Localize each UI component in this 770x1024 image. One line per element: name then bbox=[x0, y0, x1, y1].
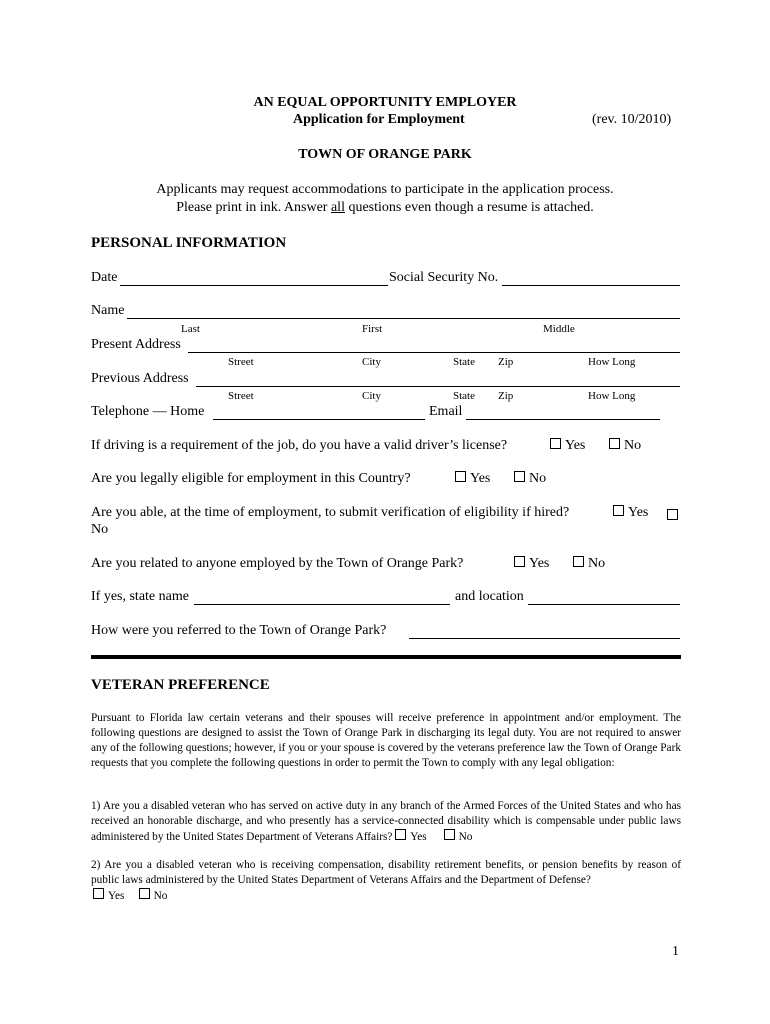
name-field[interactable] bbox=[127, 318, 680, 319]
checkbox-icon[interactable] bbox=[444, 829, 455, 840]
intro-line-1: Applicants may request accommodations to participate in the application process. bbox=[156, 182, 614, 197]
email-field[interactable] bbox=[466, 419, 660, 420]
q-related: Are you related to anyone employed by the Town of Orange Park? bbox=[91, 556, 464, 571]
present-howlong-caption: How Long bbox=[588, 356, 636, 368]
veteran-heading: VETERAN PREFERENCE bbox=[91, 677, 270, 693]
veteran-q1-yes[interactable]: Yes bbox=[395, 831, 426, 843]
q-related-no[interactable]: No bbox=[573, 556, 605, 572]
previous-address-field[interactable] bbox=[196, 386, 680, 387]
ssn-field[interactable] bbox=[502, 285, 680, 286]
q-verification: Are you able, at the time of employment, to submit verification of eligibility if hired? bbox=[91, 505, 570, 520]
employer-heading: AN EQUAL OPPORTUNITY EMPLOYER bbox=[253, 95, 517, 110]
name-middle-caption: Middle bbox=[543, 323, 575, 335]
present-address-label: Present Address bbox=[91, 337, 181, 352]
q-verification-no-label: No bbox=[91, 522, 109, 537]
q-legally-eligible-yes[interactable]: Yes bbox=[455, 471, 490, 487]
present-city-caption: City bbox=[362, 356, 381, 368]
veteran-q2-no[interactable]: No bbox=[139, 890, 168, 902]
related-location-label: and location bbox=[455, 589, 524, 604]
previous-address-label: Previous Address bbox=[91, 371, 189, 386]
revision-label: (rev. 10/2010) bbox=[592, 112, 672, 127]
telephone-field[interactable] bbox=[213, 419, 425, 420]
date-field[interactable] bbox=[120, 285, 388, 286]
previous-howlong-caption: How Long bbox=[588, 390, 636, 402]
page-number: 1 bbox=[672, 944, 679, 959]
checkbox-icon[interactable] bbox=[514, 556, 525, 567]
veteran-intro: Pursuant to Florida law certain veterans and their spouses will receive preference in appointment and/or employment. The following questions are designed to assist the Town of Orange Park in discharging its legal duty. You are not required to answer any of the following questions; however, if you or your spouse is covered by the veterans preference law the Town of Orange Park requests that you complete the following questions in order to permit the Town to comply with any legal obligation: bbox=[91, 712, 681, 769]
previous-zip-caption: Zip bbox=[498, 390, 514, 402]
previous-city-caption: City bbox=[362, 390, 381, 402]
related-name-label: If yes, state name bbox=[91, 589, 189, 604]
related-location-field[interactable] bbox=[528, 604, 680, 605]
q-related-yes[interactable]: Yes bbox=[514, 556, 549, 572]
q-drivers-license-no[interactable]: No bbox=[609, 438, 641, 454]
veteran-q1: 1) Are you a disabled veteran who has served on active duty in any branch of the Armed Forces of the United States and who has received an honorable discharge, and who presently has a service-connected disability which is compensable under public laws administered by the United States Department of Veterans Affairs? Yes No bbox=[91, 800, 681, 843]
ssn-label: Social Security No. bbox=[389, 270, 499, 285]
present-zip-caption: Zip bbox=[498, 356, 514, 368]
intro-line-2: Please print in ink. Answer all questions even though a resume is attached. bbox=[176, 200, 594, 215]
personal-info-heading: PERSONAL INFORMATION bbox=[91, 235, 287, 251]
referral-field[interactable] bbox=[409, 638, 680, 639]
veteran-q2: 2) Are you a disabled veteran who is receiving compensation, disability retirement benefits, or pension benefits by reason of public laws administered by the United States Department of Veterans Affairs and the Department of Defense? bbox=[91, 859, 681, 886]
checkbox-icon[interactable] bbox=[573, 556, 584, 567]
name-label: Name bbox=[91, 303, 125, 318]
veteran-q2-options bbox=[93, 888, 167, 902]
checkbox-icon[interactable] bbox=[609, 438, 620, 449]
q-legally-eligible-no[interactable]: No bbox=[514, 471, 546, 487]
related-name-field[interactable] bbox=[194, 604, 450, 605]
previous-street-caption: Street bbox=[228, 390, 254, 402]
name-last-caption: Last bbox=[181, 323, 200, 335]
telephone-label: Telephone — Home bbox=[91, 404, 205, 419]
checkbox-icon[interactable] bbox=[139, 888, 150, 899]
form-title: Application for Employment bbox=[293, 112, 465, 127]
date-label: Date bbox=[91, 270, 118, 285]
section-divider bbox=[91, 655, 681, 659]
checkbox-icon[interactable] bbox=[667, 509, 678, 520]
referral-label: How were you referred to the Town of Orange Park? bbox=[91, 623, 387, 638]
previous-state-caption: State bbox=[453, 390, 475, 402]
q-legally-eligible: Are you legally eligible for employment in this Country? bbox=[91, 471, 411, 486]
email-label: Email bbox=[429, 404, 463, 419]
veteran-q1-no[interactable]: No bbox=[444, 831, 473, 843]
name-first-caption: First bbox=[362, 323, 383, 335]
q-verification-yes[interactable]: Yes bbox=[613, 505, 648, 521]
town-name: TOWN OF ORANGE PARK bbox=[298, 147, 472, 162]
checkbox-icon[interactable] bbox=[455, 471, 466, 482]
q-drivers-license-yes[interactable]: Yes bbox=[550, 438, 585, 454]
checkbox-icon[interactable] bbox=[395, 829, 406, 840]
checkbox-icon[interactable] bbox=[613, 505, 624, 516]
checkbox-icon[interactable] bbox=[550, 438, 561, 449]
q-verification-no-box[interactable] bbox=[667, 507, 682, 525]
checkbox-icon[interactable] bbox=[514, 471, 525, 482]
checkbox-icon[interactable] bbox=[93, 888, 104, 899]
veteran-q2-yes[interactable]: Yes bbox=[93, 890, 124, 902]
q-drivers-license: If driving is a requirement of the job, do you have a valid driver’s license? bbox=[91, 438, 508, 453]
present-street-caption: Street bbox=[228, 356, 254, 368]
present-state-caption: State bbox=[453, 356, 475, 368]
present-address-field[interactable] bbox=[188, 352, 680, 353]
